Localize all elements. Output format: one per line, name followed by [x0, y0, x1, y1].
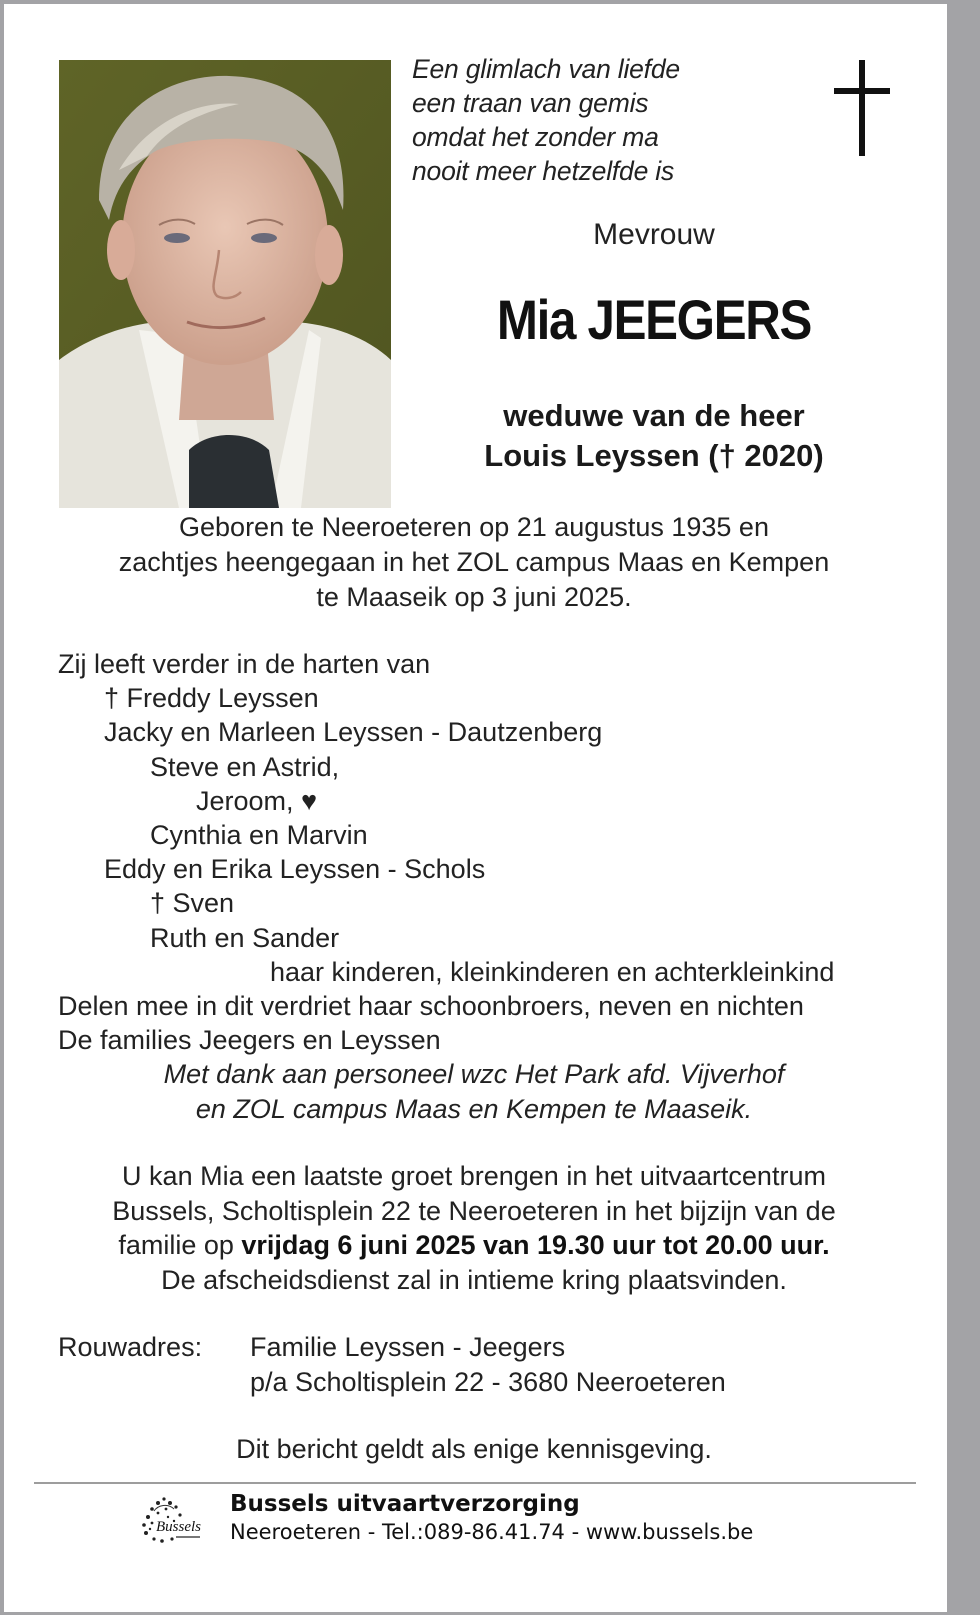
poem-line: een traan van gemis — [412, 88, 649, 118]
poem-line: Een glimlach van liefde — [412, 54, 680, 84]
visit-datetime: vrijdag 6 juni 2025 van 19.30 uur tot 20.00 uur. — [241, 1230, 830, 1260]
visit-line — [44, 1228, 904, 1263]
thanks-note — [44, 1057, 904, 1127]
family-relation: haar kinderen, kleinkinderen en achterkleinkind — [270, 956, 835, 987]
family-member: Steve en Astrid, — [150, 751, 340, 782]
family-member: Ruth en Sander — [150, 922, 340, 953]
cross-icon — [834, 60, 890, 156]
thanks-line: Met dank aan personeel wzc Het Park afd. Vijverhof — [163, 1059, 785, 1089]
obituary-card — [4, 4, 947, 1612]
thanks-line: en ZOL campus Maas en Kempen te Maaseik. — [195, 1094, 753, 1124]
visitation-info — [44, 1159, 904, 1297]
footer-divider — [34, 1482, 916, 1484]
poem — [412, 52, 680, 188]
poem-line: omdat het zonder ma — [412, 122, 659, 152]
portrait-illustration — [59, 60, 391, 508]
birth-death-info — [44, 510, 904, 615]
svg-text:Bussels: Bussels — [156, 1519, 201, 1535]
info-line: te Maaseik op 3 juni 2025. — [316, 582, 632, 612]
family-member: Eddy en Erika Leyssen - Schols — [104, 854, 486, 885]
visit-prefix: familie op — [118, 1230, 242, 1260]
family-member: † Freddy Leyssen — [104, 683, 319, 714]
widow-of — [404, 396, 904, 476]
visit-line: De afscheidsdienst zal in intieme kring plaatsvinden. — [161, 1264, 787, 1295]
notice: Dit bericht geldt als enige kennisgeving. — [236, 1434, 712, 1464]
family-list — [58, 647, 938, 1057]
family-intro: Zij leeft verder in de harten van — [58, 649, 431, 679]
spouse-name: Louis Leyssen († 2020) — [484, 438, 824, 473]
visit-line: Bussels, Scholtisplein 22 te Neeroeteren in het bijzijn van de — [112, 1195, 836, 1226]
widow-line: weduwe van de heer — [503, 398, 805, 433]
info-line: Geboren te Neeroeteren op 21 augustus 1935 en — [179, 512, 769, 542]
family-others: Delen mee in dit verdriet haar schoonbroers, neven en nichten — [58, 991, 804, 1022]
family-member: Cynthia en Marvin — [150, 820, 368, 851]
address-line: Familie Leyssen - Jeegers — [250, 1332, 566, 1362]
family-member: Jeroom, ♥ — [196, 785, 318, 816]
visit-line: U kan Mia een laatste groet brengen in het uitvaartcentrum — [122, 1161, 826, 1191]
poem-line: nooit meer hetzelfde is — [412, 156, 675, 186]
family-member: Jacky en Marleen Leyssen - Dautzenberg — [104, 717, 603, 748]
funeral-home-name: Bussels uitvaartverzorging — [230, 1491, 580, 1517]
address-value — [250, 1330, 726, 1399]
address-label: Rouwadres: — [58, 1332, 203, 1362]
address-line: p/a Scholtisplein 22 - 3680 Neeroeteren — [250, 1366, 726, 1397]
family-others: De families Jeegers en Leyssen — [58, 1025, 441, 1056]
salutation: Mevrouw — [593, 218, 715, 251]
info-line: zachtjes heengegaan in het ZOL campus Maas en Kempen — [118, 547, 830, 577]
portrait-photo — [59, 60, 391, 508]
funeral-home-logo — [128, 1491, 218, 1547]
family-member: † Sven — [150, 888, 235, 919]
deceased-name: Mia JEEGERS — [496, 288, 812, 351]
funeral-home-contact: Neeroeteren - Tel.:089-86.41.74 - www.bussels.be — [230, 1520, 754, 1544]
